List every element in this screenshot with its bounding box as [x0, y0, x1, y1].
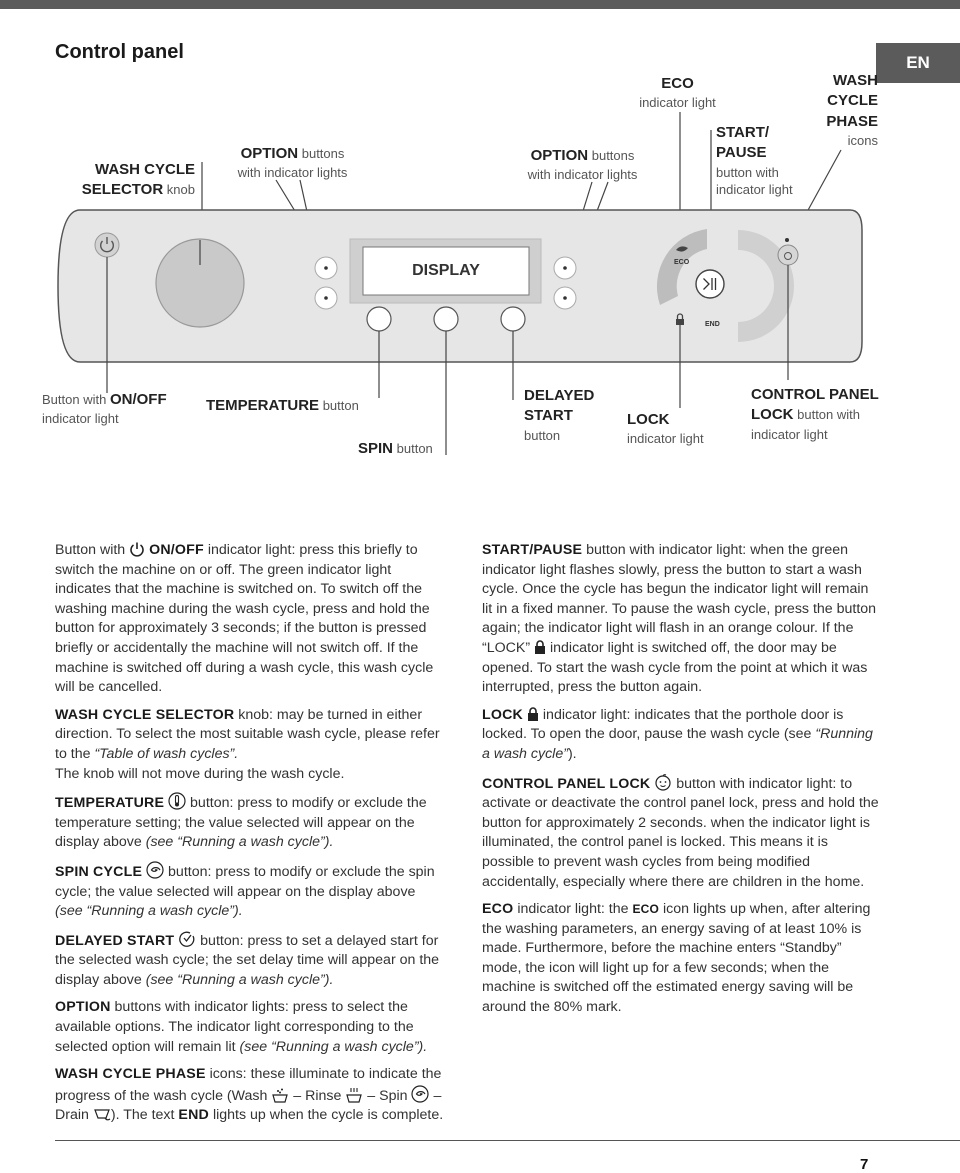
para-lock: LOCK indicator light: indicates that the porthole door is locked. To open the door, pause the wash cycle (see “Running a wash cycle”).	[482, 706, 873, 762]
para-spin: SPIN CYCLE button: press to modify or exclude the spin cycle; the value selected will appear on the display above (see “Running a wash cycle”).	[55, 861, 445, 922]
callout-wash-cycle-phase: WASH CYCLE PHASE icons	[826, 72, 878, 148]
language-tab: EN	[876, 43, 960, 83]
spin-phase-icon	[411, 1085, 429, 1103]
para-onoff: Button with ON/OFF indicator light: press this briefly to switch the machine on or off. The green indicator light indicates that the machine is switched on. To switch off the washing machine during the wash cycle, press and hold the button for approximately 3 seconds; if the button is pressed briefly or accidentally the machine will not switch off. If the machine is switched off during a wash cycle, this wash cycle will be cancelled.	[55, 542, 434, 696]
para-delayed-start: DELAYED START button: press to set a delayed start for the selected wash cycle; the set delay time will appear on the display above (see “Running a wash cycle”).	[55, 930, 445, 991]
para-temperature: TEMPERATURE button: press to modify or exclude the temperature setting; the value selected will appear on the display above (see “Running a wash cycle”).	[55, 792, 445, 853]
spin-button-shape	[434, 307, 458, 331]
wash-icon	[271, 1087, 289, 1103]
callout-onoff: Button with ON/OFF indicator light	[42, 391, 167, 427]
delayed-start-button-shape	[501, 307, 525, 331]
delay-clock-icon	[178, 930, 196, 948]
onoff-button	[95, 233, 119, 257]
callout-start-pause: START/ PAUSE button with indicator light	[716, 124, 793, 198]
page-number: 7	[860, 1156, 869, 1173]
callout-lock: LOCK indicator light	[627, 411, 704, 447]
eco-inline-icon: ECO	[632, 902, 660, 917]
para-eco: ECO indicator light: the ECO icon lights up when, after altering the washing parameters, an energy saving of at least 10% is made. Furthermore, before the machine enters “Standby” mode, the icon will light up for a few seconds; when the machine is switched off the estimated energy saving will be around the 80% mark.	[482, 901, 871, 1016]
start-pause-button-shape	[696, 270, 724, 298]
page-title: Control panel	[55, 41, 184, 63]
lock-icon-shape	[676, 319, 684, 325]
callout-selector-knob: WASH CYCLE SELECTOR knob	[81, 161, 195, 199]
callout-control-panel-lock: CONTROL PANEL LOCK button with indicator light	[751, 386, 879, 442]
control-panel-lock-button-shape	[778, 245, 798, 265]
callout-temperature: TEMPERATURE button	[206, 397, 359, 414]
para-option: OPTION buttons with indicator lights: press to select the available options. The indicator light corresponding to the selected option will remain lit (see “Running a wash cycle”).	[55, 999, 428, 1055]
end-tag: END	[705, 321, 720, 328]
callout-eco: ECO indicator light	[639, 75, 716, 111]
rinse-icon	[345, 1087, 363, 1103]
callout-delayed-start: DELAYED START button	[524, 387, 595, 443]
display-label: DISPLAY	[412, 262, 480, 279]
left-text-column	[55, 541, 445, 1134]
lock-icon	[527, 707, 539, 722]
para-control-panel-lock: CONTROL PANEL LOCK button with indicator light: to activate or deactivate the control panel lock, press and hold the button for approximately 2 seconds. when the indicator light is illuminated, the control panel is locked. This means it is possible to prevent wash cycles from being modified accidentally, especially where there are children in the home.	[482, 773, 882, 893]
callout-option-right: OPTION buttons with indicator lights	[527, 147, 638, 183]
spin-icon	[146, 861, 164, 879]
eco-tag: ECO	[674, 259, 690, 266]
para-wash-cycle-phase: WASH CYCLE PHASE icons: these illuminate to indicate the progress of the wash cycle (Wash – Rinse – Spin – Drain ). The text END lights up when the cycle is complete.	[55, 1066, 444, 1124]
child-face-icon	[654, 773, 672, 791]
power-icon	[129, 541, 145, 557]
lock-icon	[534, 640, 546, 655]
drain-icon	[93, 1106, 111, 1122]
right-text-column	[482, 541, 882, 1026]
cpl-indicator-dot	[785, 238, 789, 242]
thermometer-icon	[168, 792, 186, 810]
para-selector: WASH CYCLE SELECTOR knob: may be turned in either direction. To select the most suitable wash cycle, please refer to the “Table of wash cycles”. The knob will not move during the wash cycle.	[55, 706, 440, 782]
para-start-pause: START/PAUSE button with indicator light: when the green indicator light flashes slowly, press the button to start a wash cycle. Once the cycle has begun the indicator light will remain lit in a fixed manner. To pause the wash cycle, press the button again; the indicator light will flash in an orange colour. If the “LOCK” indicator light is switched off, the door may be opened. To start the wash cycle from the point at which it was interrupted, press the button again.	[482, 542, 877, 696]
temperature-button-shape	[367, 307, 391, 331]
callout-spin: SPIN button	[358, 440, 433, 457]
callout-option-left: OPTION buttons with indicator lights	[237, 145, 348, 181]
footer-rule	[55, 1140, 960, 1141]
